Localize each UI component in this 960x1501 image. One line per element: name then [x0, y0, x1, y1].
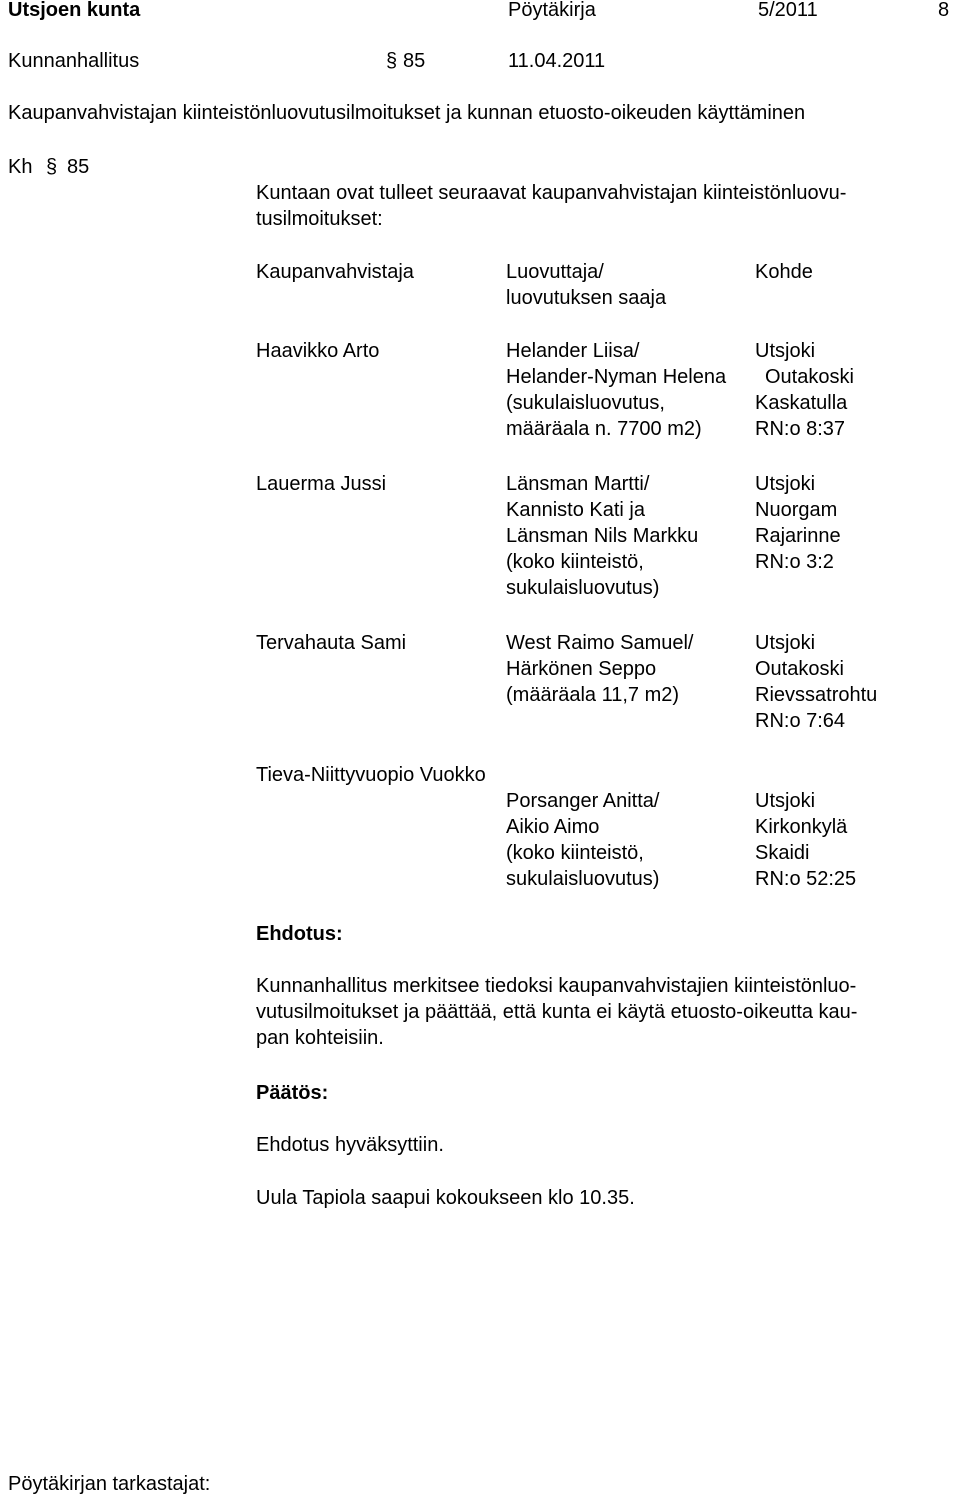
- table-row: [256, 471, 386, 497]
- parties-cell: [506, 338, 726, 442]
- parties-cell: [506, 471, 698, 601]
- column-header-notary: Kaupanvahvistaja: [256, 261, 414, 283]
- party-line: Länsman Martti/: [506, 473, 650, 495]
- table-row: [256, 338, 379, 364]
- decision-note: Uula Tapiola saapui kokoukseen klo 10.35.: [256, 1187, 635, 1209]
- party-line: West Raimo Samuel/: [506, 632, 694, 654]
- party-line: Länsman Nils Markku: [506, 525, 699, 547]
- party-line: Aikio Aimo: [506, 816, 600, 838]
- table-row: [256, 762, 486, 788]
- target-line: Skaidi: [755, 842, 810, 864]
- parties-cell: [506, 630, 693, 708]
- party-line: Helander Liisa/: [506, 340, 640, 362]
- section-mark: §: [386, 50, 398, 72]
- notary-name: Tervahauta Sami: [256, 632, 407, 654]
- target-line: Kaskatulla: [755, 392, 848, 414]
- target-line: Utsjoki: [755, 340, 816, 362]
- municipality-name: Utsjoen kunta: [8, 0, 141, 21]
- document-type: Pöytäkirja: [508, 0, 596, 21]
- target-line: RN:o 7:64: [755, 710, 846, 732]
- target-cell: [755, 338, 854, 442]
- party-line: (koko kiinteistö,: [506, 551, 644, 573]
- party-line: sukulaisluovutus): [506, 868, 660, 890]
- column-header-parties-line-2: luovutuksen saaja: [506, 287, 667, 309]
- intro-line-2: tusilmoitukset:: [256, 208, 383, 230]
- column-header-target: Kohde: [755, 261, 813, 283]
- header-section-number: 85: [403, 50, 426, 72]
- party-line: sukulaisluovutus): [506, 577, 660, 599]
- intro-line-1: Kuntaan ovat tulleet seuraavat kaupanvahvistajan kiinteistönluovu-: [256, 182, 847, 204]
- table-row: [256, 630, 406, 656]
- target-line: Rievssatrohtu: [755, 684, 878, 706]
- section-mark: §: [46, 156, 58, 178]
- party-line: Kannisto Kati ja: [506, 499, 645, 521]
- party-line: Härkönen Seppo: [506, 658, 657, 680]
- party-line: (koko kiinteistö,: [506, 842, 644, 864]
- target-line: Rajarinne: [755, 525, 841, 547]
- proposal-line-3: pan kohteisiin.: [256, 1027, 384, 1049]
- party-line: (sukulaisluovutus,: [506, 392, 665, 414]
- party-line: Porsanger Anitta/: [506, 790, 660, 812]
- governing-body: Kunnanhallitus: [8, 50, 140, 72]
- party-line: määräala n. 7700 m2): [506, 418, 702, 440]
- party-line: (määräala 11,7 m2): [506, 684, 680, 706]
- target-line: Utsjoki: [755, 790, 816, 812]
- reviewers-label: Pöytäkirjan tarkastajat:: [8, 1473, 211, 1495]
- section-number: 85: [67, 156, 90, 178]
- proposal-heading: Ehdotus:: [256, 923, 343, 945]
- document-number: 5/2011: [758, 0, 818, 21]
- proposal-line-2: vutusilmoitukset ja päättää, että kunta ei käytä etuosto-oikeutta kau-: [256, 1001, 858, 1023]
- section-label: Kh: [8, 156, 33, 178]
- target-line: Kirkonkylä: [755, 816, 848, 838]
- target-cell: [755, 471, 841, 575]
- decision-heading: Päätös:: [256, 1082, 329, 1104]
- decision-text: Ehdotus hyväksyttiin.: [256, 1134, 444, 1156]
- document-title: Kaupanvahvistajan kiinteistönluovutusilmoitukset ja kunnan etuosto-oikeuden käyttäminen: [8, 102, 806, 124]
- target-line: RN:o 8:37: [755, 418, 846, 440]
- target-line: Utsjoki: [755, 473, 816, 495]
- notary-name: Tieva-Niittyvuopio Vuokko: [256, 764, 486, 786]
- proposal-line-1: Kunnanhallitus merkitsee tiedoksi kaupanvahvistajien kiinteistönluo-: [256, 975, 857, 997]
- target-cell: [755, 630, 877, 734]
- target-line: Utsjoki: [755, 632, 816, 654]
- target-line: Outakoski: [755, 658, 844, 680]
- target-cell: [755, 788, 856, 892]
- target-line: Nuorgam: [755, 499, 838, 521]
- party-line: Helander-Nyman Helena: [506, 366, 727, 388]
- parties-cell: [506, 788, 659, 892]
- notary-name: Haavikko Arto: [256, 340, 380, 362]
- meeting-date: 11.04.2011: [508, 50, 606, 72]
- notary-name: Lauerma Jussi: [256, 473, 387, 495]
- column-header-parties: Luovuttaja/: [506, 261, 604, 283]
- target-line: RN:o 3:2: [755, 551, 834, 573]
- page-number: 8: [938, 0, 950, 21]
- target-line: RN:o 52:25: [755, 868, 857, 890]
- target-line: Outakoski: [765, 366, 854, 388]
